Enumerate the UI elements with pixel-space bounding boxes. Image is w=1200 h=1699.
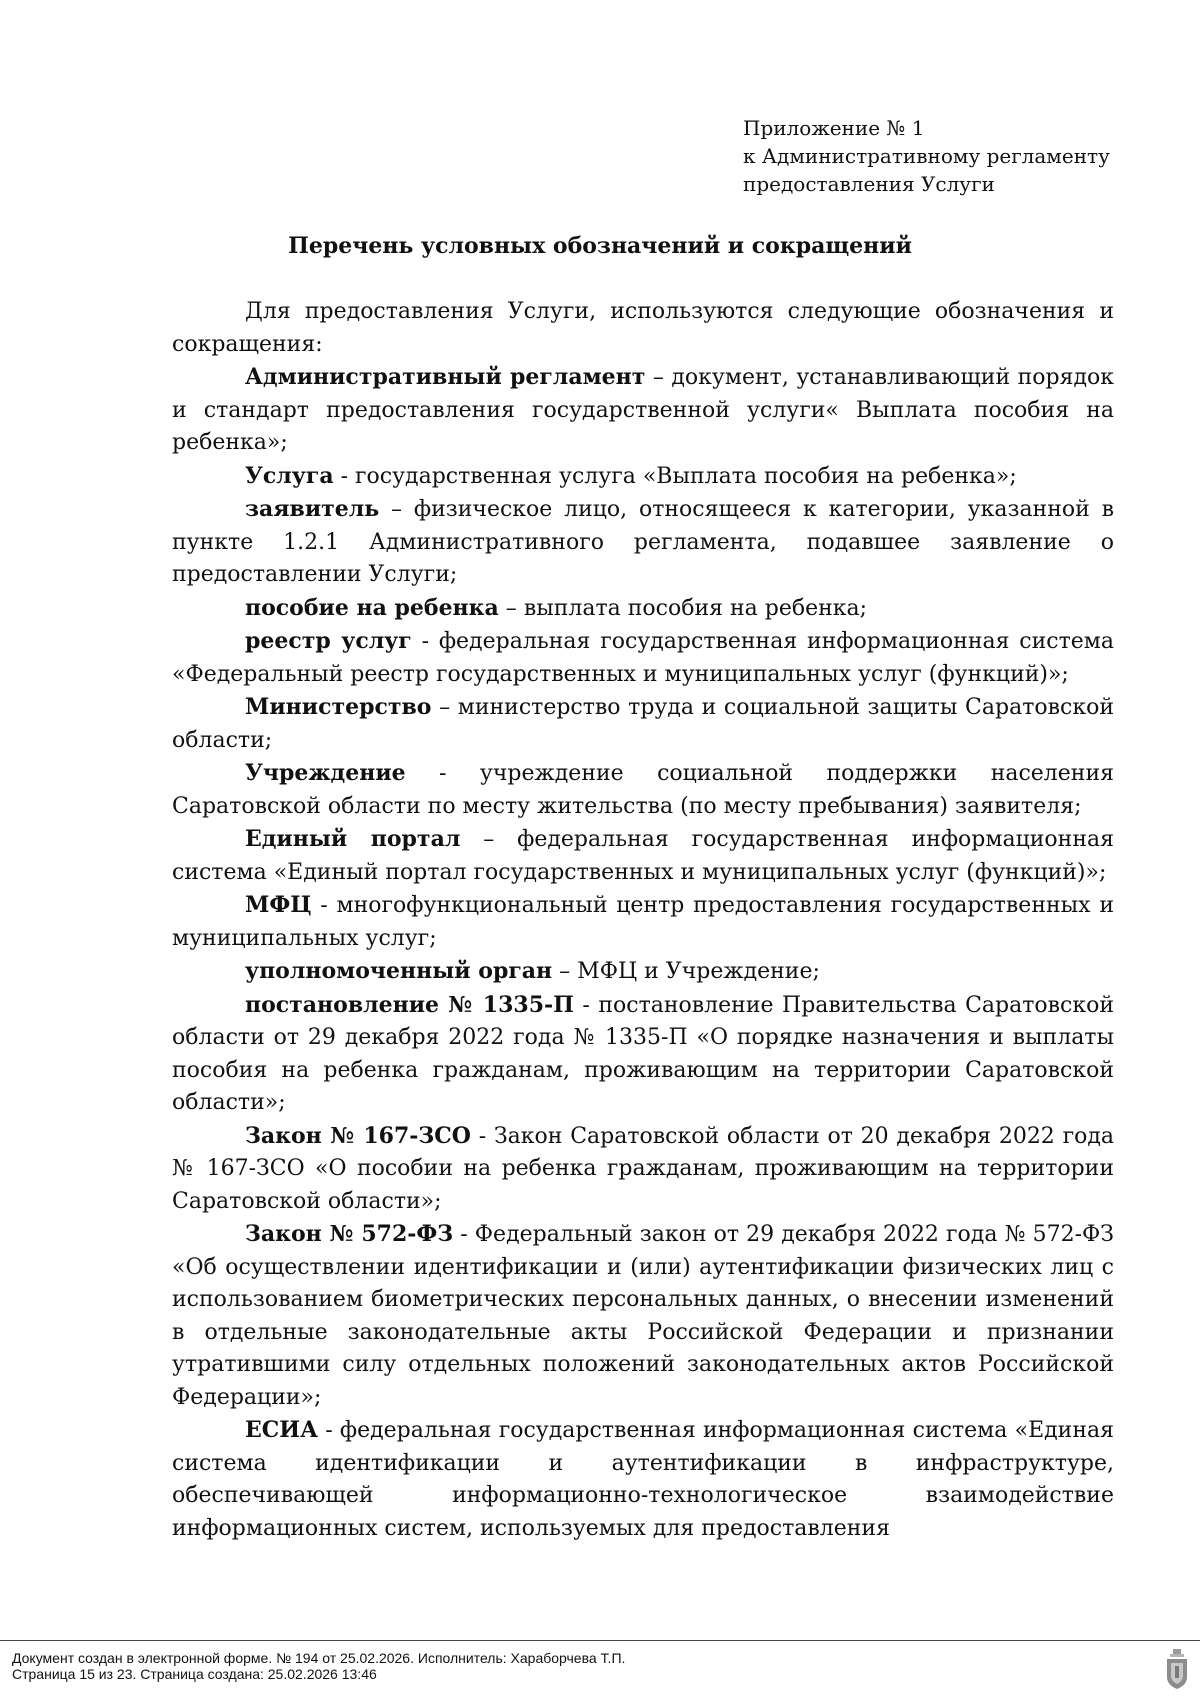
definition-text: государственная услуга «Выплата пособия на ребенка»; bbox=[355, 463, 1017, 489]
definition-term: Закон № 167-ЗСО bbox=[245, 1122, 471, 1149]
definition-item bbox=[172, 757, 1114, 823]
intro-paragraph: Для предоставления Услуги, используются следующие обозначения и сокращения: bbox=[172, 299, 1114, 357]
definition-separator: - bbox=[453, 1222, 475, 1247]
definition-term: заявитель bbox=[245, 496, 380, 522]
definition-term: МФЦ bbox=[245, 892, 312, 918]
appendix-header bbox=[743, 114, 1110, 198]
definition-separator: - bbox=[333, 463, 356, 489]
definition-text: выплата пособия на ребенка; bbox=[523, 595, 868, 621]
definition-term: постановление № 1335-П bbox=[245, 991, 574, 1018]
document-footer bbox=[0, 1640, 1200, 1699]
definition-separator: - bbox=[311, 893, 337, 918]
definition-term: реестр услуг bbox=[245, 628, 412, 654]
definition-term: ЕСИА bbox=[245, 1417, 318, 1443]
definition-text: МФЦ и Учреждение; bbox=[577, 959, 820, 984]
footer-document-info: Документ создан в электронной форме. № 194 от 25.02.2026. Исполнитель: Хараборчева Т.П. bbox=[12, 1650, 626, 1666]
document-body bbox=[172, 296, 1114, 1545]
definition-text: федеральная государственная информационная система «Единая система идентификации и аутентификации в инфраструктуре, обеспечивающей информационно-технологическое взаимодействие информационных систем, используемых для предоставления bbox=[172, 1418, 1114, 1541]
definition-term: уполномоченный орган bbox=[245, 958, 553, 984]
definition-text: постановление Правительства Саратовской области от 29 декабря 2022 года № 1335-П «О порядке назначения и выплаты пособия на ребенка гражданам, проживающим на территории Саратовской области»; bbox=[172, 992, 1115, 1115]
definition-text: федеральная государственная информационная система «Федеральный реестр государственных и муниципальных услуг (функций)»; bbox=[172, 629, 1114, 687]
appendix-subject: предоставления Услуги bbox=[743, 172, 995, 196]
definition-item bbox=[172, 823, 1114, 889]
coat-of-arms-icon bbox=[1164, 1647, 1190, 1691]
definition-separator: – bbox=[645, 365, 672, 390]
definition-separator: – bbox=[379, 497, 414, 522]
footer-page-info: Страница 15 из 23. Страница создана: 25.02.2026 13:46 bbox=[12, 1666, 377, 1682]
definition-separator: – bbox=[498, 595, 524, 621]
definition-item bbox=[172, 592, 1114, 626]
definition-item bbox=[172, 691, 1114, 757]
definition-separator: - bbox=[470, 1123, 494, 1149]
definition-item bbox=[172, 460, 1114, 494]
appendix-number: Приложение № 1 bbox=[743, 116, 925, 140]
document-title: Перечень условных обозначений и сокращений bbox=[288, 233, 912, 259]
definition-item bbox=[172, 1120, 1114, 1219]
definition-separator: - bbox=[411, 629, 439, 654]
appendix-reference: к Административному регламенту bbox=[743, 144, 1110, 168]
definition-text: многофункциональный центр предоставления государственных и муниципальных услуг; bbox=[172, 893, 1115, 951]
footer-text bbox=[12, 1650, 625, 1682]
definition-term: Единый портал bbox=[245, 826, 461, 852]
definition-item bbox=[172, 989, 1114, 1120]
definition-separator: - bbox=[573, 992, 599, 1018]
definition-item bbox=[172, 1414, 1114, 1545]
definition-item bbox=[172, 493, 1114, 592]
definition-item bbox=[172, 361, 1114, 460]
definition-item bbox=[172, 889, 1114, 955]
definition-term: Административный регламент bbox=[245, 364, 646, 390]
definitions-list bbox=[172, 361, 1114, 1545]
definition-text: учреждение социальной поддержки населения Саратовской области по месту жительства (по месту пребывания) заявителя; bbox=[172, 761, 1115, 819]
definition-separator: – bbox=[431, 695, 458, 720]
definition-text: документ, устанавливающий порядок и стандарт предоставления государственной услуги« Выплата пособия на ребенка»; bbox=[172, 365, 1114, 455]
definition-item bbox=[172, 955, 1114, 989]
definition-text: Федеральный закон от 29 декабря 2022 года № 572-ФЗ «Об осуществлении идентификации и (или) аутентификации физических лиц с использованием биометрических персональных данных, о внесении изменений в отдельные законодательные акты Российской Федерации и признании утратившими силу отдельных положений законодательных актов Российской Федерации»; bbox=[172, 1222, 1114, 1410]
definition-separator: - bbox=[317, 1418, 340, 1443]
definition-term: Министерство bbox=[245, 694, 432, 720]
definition-separator: – bbox=[460, 827, 518, 852]
definition-item bbox=[172, 625, 1114, 691]
definition-item bbox=[172, 1218, 1114, 1414]
definition-separator: – bbox=[552, 959, 578, 984]
definition-text: физическое лицо, относящееся к категории, указанной в пункте 1.2.1 Административного регламента, подавшее заявление о предоставлении Услуги; bbox=[172, 497, 1114, 587]
definition-text: министерство труда и социальной защиты Саратовской области; bbox=[172, 695, 1114, 753]
definition-text: федеральная государственная информационная система «Единый портал государственных и муниципальных услуг (функций)»; bbox=[172, 827, 1114, 885]
definition-term: пособие на ребенка bbox=[245, 594, 499, 621]
definition-term: Учреждение bbox=[245, 760, 406, 786]
definition-text: Закон Саратовской области от 20 декабря 2022 года № 167-ЗСО «О пособии на ребенка гражданам, проживающим на территории Саратовской области»; bbox=[172, 1123, 1115, 1214]
definition-term: Закон № 572-ФЗ bbox=[245, 1221, 454, 1247]
definition-term: Услуга bbox=[245, 462, 334, 489]
definition-separator: - bbox=[405, 761, 480, 786]
